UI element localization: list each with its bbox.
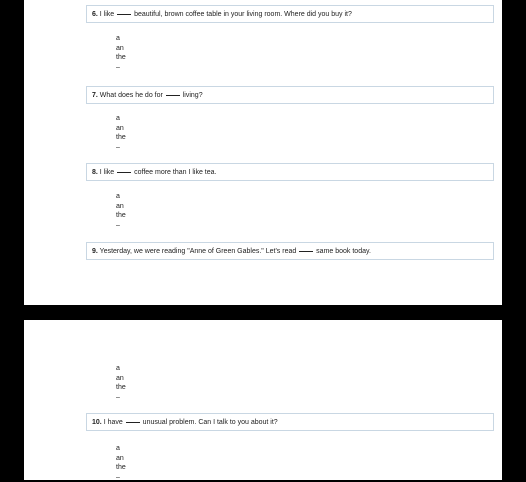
option-an[interactable]: an xyxy=(116,44,126,54)
option-an[interactable]: an xyxy=(116,454,126,464)
option-an[interactable]: an xyxy=(116,124,126,134)
question-number: 8. xyxy=(92,169,98,176)
question-number: 10. xyxy=(92,419,102,426)
option-the[interactable]: the xyxy=(116,383,126,393)
question-number: 9. xyxy=(92,248,98,255)
option-a[interactable]: a xyxy=(116,192,126,202)
question-number: 6. xyxy=(92,11,98,18)
worksheet-page-1 xyxy=(24,0,502,305)
question-7-box xyxy=(86,86,494,104)
option-an[interactable]: an xyxy=(116,374,126,384)
question-6-options xyxy=(116,34,126,72)
option-none[interactable]: – xyxy=(116,221,126,231)
question-text-after: living? xyxy=(183,92,203,99)
question-8-box xyxy=(86,163,494,181)
question-text-before: What does he do for xyxy=(100,92,163,99)
answer-blank xyxy=(117,14,131,15)
option-the[interactable]: the xyxy=(116,53,126,63)
question-7-options xyxy=(116,114,126,152)
question-number: 7. xyxy=(92,92,98,99)
question-text-before: I have xyxy=(104,419,123,426)
option-a[interactable]: a xyxy=(116,114,126,124)
option-an[interactable]: an xyxy=(116,202,126,212)
question-9-options xyxy=(116,364,126,402)
option-a[interactable]: a xyxy=(116,34,126,44)
question-6-box xyxy=(86,5,494,23)
answer-blank xyxy=(117,172,131,173)
answer-blank xyxy=(299,251,313,252)
question-text-after: beautiful, brown coffee table in your living room. Where did you buy it? xyxy=(134,11,352,18)
option-the[interactable]: the xyxy=(116,211,126,221)
option-none[interactable]: – xyxy=(116,143,126,153)
question-text-before: I like xyxy=(100,169,114,176)
option-none[interactable]: – xyxy=(116,63,126,73)
option-the[interactable]: the xyxy=(116,463,126,473)
worksheet-page-2 xyxy=(24,320,502,480)
option-none[interactable]: – xyxy=(116,393,126,403)
option-a[interactable]: a xyxy=(116,364,126,374)
question-8-options xyxy=(116,192,126,230)
answer-blank xyxy=(166,95,180,96)
question-text-after: unusual problem. Can I talk to you about it? xyxy=(143,419,278,426)
question-10-box xyxy=(86,413,494,431)
question-text-before: Yesterday, we were reading "Anne of Green Gables." Let's read xyxy=(100,248,297,255)
question-9-box xyxy=(86,242,494,260)
answer-blank xyxy=(126,422,140,423)
question-text-after: same book today. xyxy=(316,248,371,255)
option-none[interactable]: – xyxy=(116,473,126,482)
option-a[interactable]: a xyxy=(116,444,126,454)
option-the[interactable]: the xyxy=(116,133,126,143)
question-text-before: I like xyxy=(100,11,114,18)
question-10-options xyxy=(116,444,126,482)
question-text-after: coffee more than I like tea. xyxy=(134,169,216,176)
